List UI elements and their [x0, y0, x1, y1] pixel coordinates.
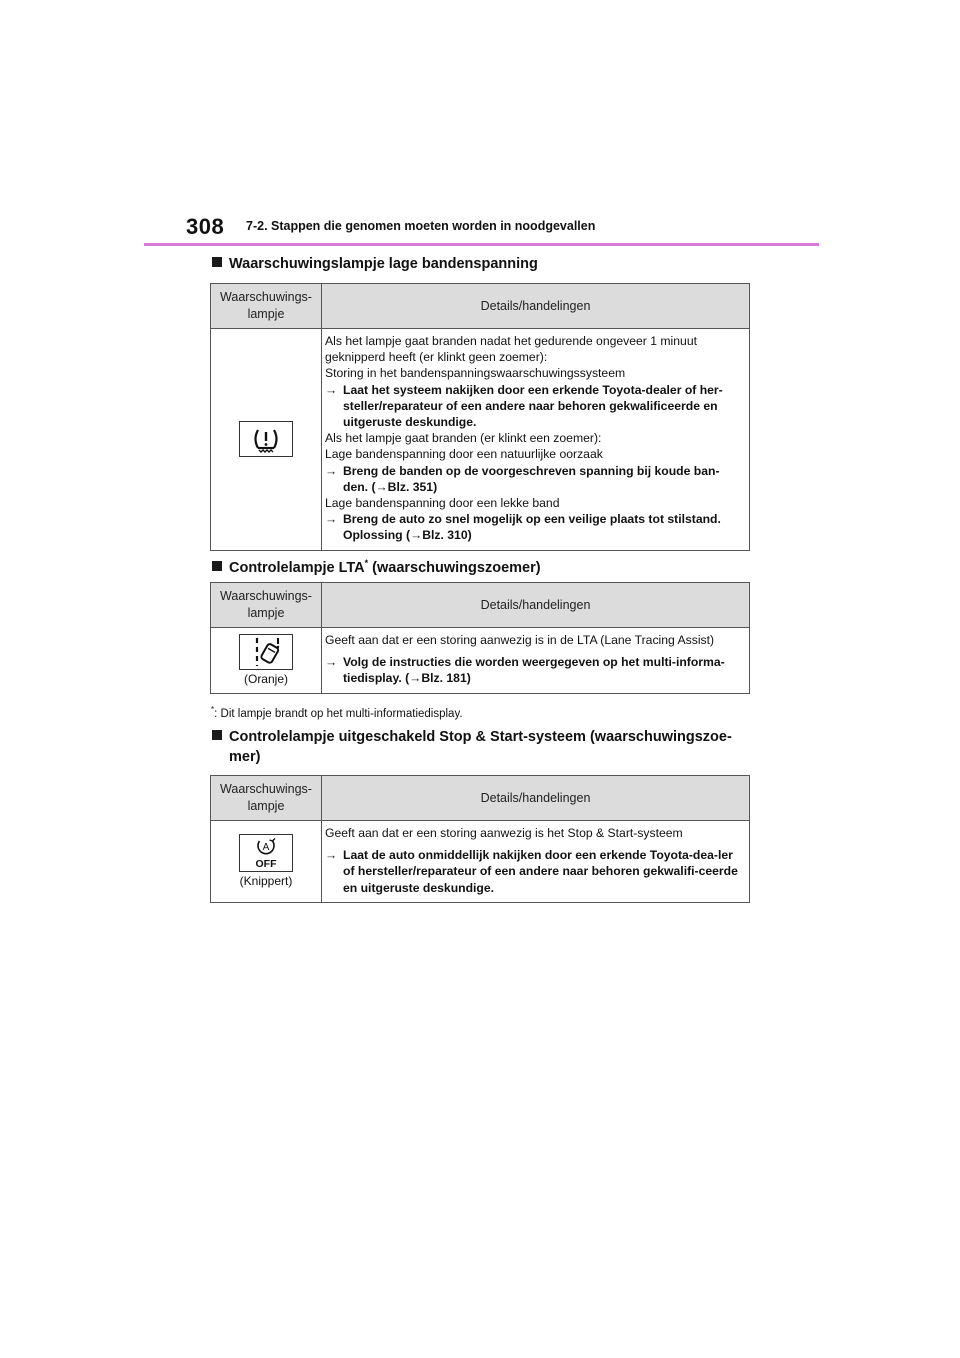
footnote-marker: * [364, 558, 369, 568]
footnote-text: : Dit lampje brandt op het multi-informatiedisplay. [214, 707, 463, 720]
footnote [211, 705, 463, 720]
icon-caption: (Oranje) [243, 672, 288, 687]
details-cell [322, 329, 750, 551]
table-stop-start [210, 775, 750, 903]
section-title-tire-pressure [212, 254, 538, 274]
svg-text:OFF: OFF [255, 858, 277, 871]
arrow-icon: → [325, 848, 338, 863]
detail-text: Als het lampje gaat branden (er klinkt een zoemer): [325, 431, 602, 446]
detail-action: → Breng de banden op de voorgeschreven spanning bij koude ban-den. (→Blz. 351) [325, 463, 720, 494]
tire-pressure-warning-icon [239, 421, 293, 457]
detail-action: → Breng de auto zo snel mogelijk op een veilige plaats tot stilstand. Oplossing (→Blz. 310) [325, 512, 721, 543]
col-header-lamp: Waarschuwings- lampje [211, 583, 322, 628]
table-row [211, 821, 750, 903]
detail-text: Storing in het bandenspanningswaarschuwingssysteem [325, 366, 626, 381]
lamp-cell [211, 329, 322, 551]
detail-action: → Laat het systeem nakijken door een erkende Toyota-dealer of her-steller/reparateur of een andere naar behoren gekwalificeerde en uitgeruste deskundige. [325, 382, 723, 430]
table-header-row [211, 583, 750, 628]
svg-text:A: A [262, 842, 270, 854]
section-title-suffix: (waarschuwingszoemer) [368, 560, 541, 576]
stop-start-off-icon [239, 834, 293, 872]
footnote-marker: * [211, 705, 215, 714]
table-tire-pressure [210, 283, 750, 551]
table-header-row [211, 776, 750, 821]
header-divider [144, 243, 819, 246]
arrow-icon: → [325, 512, 338, 527]
arrow-icon: → [325, 382, 338, 397]
lamp-cell [211, 628, 322, 694]
section-bullet-icon [212, 257, 222, 267]
icon-caption: (Knippert) [239, 874, 293, 889]
section-title-stop-start [212, 727, 732, 767]
details-cell [322, 628, 750, 694]
detail-text: Geeft aan dat er een storing aanwezig is het Stop & Start-systeem [325, 826, 683, 840]
col-header-details: Details/handelingen [322, 776, 750, 821]
col-header-details: Details/handelingen [322, 583, 750, 628]
detail-text: Geeft aan dat er een storing aanwezig is in de LTA (Lane Tracing Assist) [325, 633, 715, 647]
col-header-lamp: Waarschuwings- lampje [211, 776, 322, 821]
table-lta [210, 582, 750, 694]
arrow-icon: → [325, 463, 338, 478]
lamp-cell [211, 821, 322, 903]
arrow-icon: → [325, 655, 338, 670]
detail-action: → Volg de instructies die worden weergegeven op het multi-informa-tiedisplay. (→Blz. 181) [325, 655, 725, 686]
section-bullet-icon [212, 730, 222, 740]
table-row [211, 628, 750, 694]
detail-text: Lage bandenspanning door een natuurlijke oorzaak [325, 447, 603, 462]
section-title-lta [212, 553, 541, 578]
section-title-text: Controlelampje uitgeschakeld Stop & Start-systeem (waarschuwingszoe- [229, 729, 732, 745]
table-header-row [211, 284, 750, 329]
col-header-lamp: Waarschuwings- lampje [211, 284, 322, 329]
page-number: 308 [186, 214, 225, 239]
section-title-continuation: mer) [229, 749, 261, 765]
detail-text: Als het lampje gaat branden nadat het gedurende ongeveer 1 minuut geknipperd heeft (er klinkt geen zoemer): [325, 334, 697, 365]
section-title-text: Controlelampje LTA [229, 560, 365, 576]
detail-text: Lage bandenspanning door een lekke band [325, 496, 560, 511]
table-row [211, 329, 750, 551]
section-title-text: Waarschuwingslampje lage bandenspanning [229, 256, 538, 272]
chapter-title: 7-2. Stappen die genomen moeten worden in noodgevallen [246, 219, 596, 233]
col-header-details: Details/handelingen [322, 284, 750, 329]
lane-tracing-assist-icon [239, 634, 293, 670]
section-bullet-icon [212, 561, 222, 571]
details-cell [322, 821, 750, 903]
detail-action: → Laat de auto onmiddellijk nakijken door een erkende Toyota-dea-ler of hersteller/reparateur of een andere naar behoren gekwalifi-ceerde en uitgeruste deskundige. [325, 848, 738, 895]
